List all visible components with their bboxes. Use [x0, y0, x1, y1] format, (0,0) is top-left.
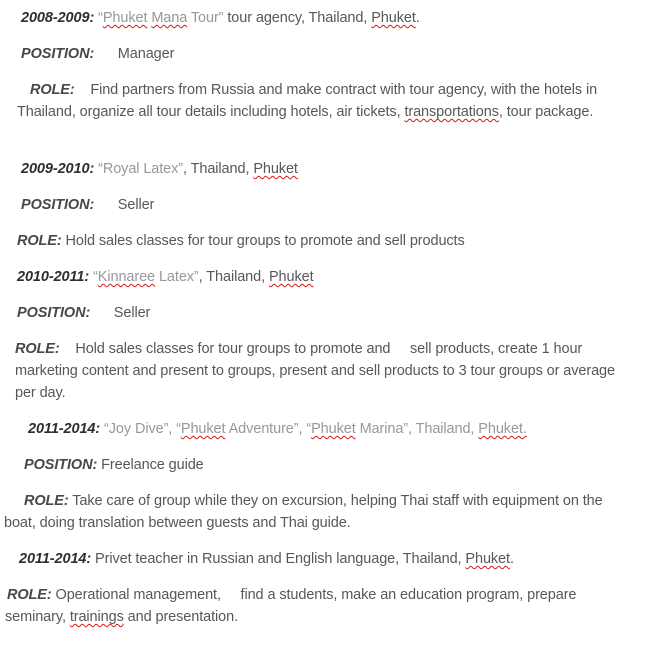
text-run: ROLE: — [7, 587, 52, 603]
text-run: “ — [94, 10, 103, 26]
text-run: POSITION: — [21, 197, 95, 213]
text-run: ROLE: — [17, 233, 62, 249]
text-run: 2011-2014: — [28, 421, 101, 437]
text-run: Hold sales classes for tour groups to promote and sell products, create 1 hour — [59, 341, 583, 357]
text-run: POSITION: — [24, 457, 98, 473]
text-run: Marina”, Thailand, — [355, 421, 479, 437]
text-run: 2009-2010: — [21, 161, 95, 177]
text-run: “Royal Latex” — [94, 161, 184, 177]
paragraphs-container — [0, 7, 659, 642]
entry4-position — [24, 454, 659, 476]
text-run: Privet teacher in Russian and English language, Thailand, — [91, 551, 466, 567]
entry3-position — [17, 302, 659, 324]
entry1-position — [21, 43, 659, 65]
misspelled-word: Phuket — [465, 551, 510, 567]
misspelled-word: Phuket — [180, 421, 226, 437]
text-run: ROLE: — [15, 341, 60, 357]
text-run: , Thailand, — [198, 269, 269, 285]
text-run: “Joy Dive”, “ — [100, 421, 181, 437]
text-run: Manager — [94, 46, 175, 62]
text-run: Seller — [94, 197, 155, 213]
text-run: Seller — [90, 305, 151, 321]
misspelled-word: Phuket. — [478, 421, 527, 437]
text-run: and presentation. — [123, 609, 239, 625]
misspelled-word: Phuket — [253, 161, 298, 177]
text-run: seminary, — [5, 609, 70, 625]
text-run: Freelance guide — [97, 457, 204, 473]
entry3-role — [15, 338, 659, 404]
entry2-position — [21, 194, 659, 216]
text-run: Thailand, organize all tour details including hotels, air tickets, — [17, 104, 405, 120]
entry5-date — [19, 548, 659, 570]
text-run: Find partners from Russia and make contract with tour agency, with the hotels in — [74, 82, 598, 98]
misspelled-word: transportations — [404, 104, 499, 120]
text-run: ROLE: — [24, 493, 69, 509]
text-run: . — [415, 10, 420, 26]
text-run: 2010-2011: — [17, 269, 90, 285]
misspelled-word: trainings — [69, 609, 124, 625]
text-run: Take care of group while they on excursion, helping Thai staff with equipment on the — [68, 493, 603, 509]
misspelled-word: Phuket — [102, 10, 148, 26]
entry1-date — [21, 7, 659, 29]
text-run: Adventure”, “ — [225, 421, 312, 437]
entry3-date — [17, 266, 659, 288]
text-run: POSITION: — [21, 46, 95, 62]
misspelled-word: Phuket — [268, 269, 314, 285]
entry1-role — [17, 79, 659, 123]
text-run: boat, doing translation between guests and Thai guide. — [4, 515, 351, 531]
entry4-role — [4, 490, 659, 534]
text-run: tour agency, Thailand, — [227, 10, 372, 26]
text-run: Latex” — [155, 269, 199, 285]
misspelled-word: Mana — [151, 10, 188, 26]
text-run: 2008-2009: — [21, 10, 95, 26]
text-run: per day. — [15, 385, 66, 401]
entry4-date — [24, 418, 659, 440]
text-run: Operational management, find a students, make an education program, prepare — [51, 587, 577, 603]
text-run: . — [509, 551, 514, 567]
text-run: marketing content and present to groups, present and sell products to 3 tour groups or average — [15, 363, 615, 379]
misspelled-word: Phuket — [371, 10, 416, 26]
misspelled-word: Kinnaree — [97, 269, 156, 285]
text-run: Tour” — [187, 10, 228, 26]
text-run: POSITION: — [17, 305, 91, 321]
entry5-role — [5, 584, 659, 628]
entry2-date — [21, 158, 659, 180]
entry2-role — [17, 230, 659, 252]
text-run: , tour package. — [498, 104, 594, 120]
text-run: ROLE: — [30, 82, 75, 98]
text-run: 2011-2014: — [19, 551, 92, 567]
text-run: Hold sales classes for tour groups to promote and sell products — [61, 233, 465, 249]
text-run: “ — [89, 269, 98, 285]
misspelled-word: Phuket — [311, 421, 356, 437]
text-run: , Thailand, — [183, 161, 254, 177]
